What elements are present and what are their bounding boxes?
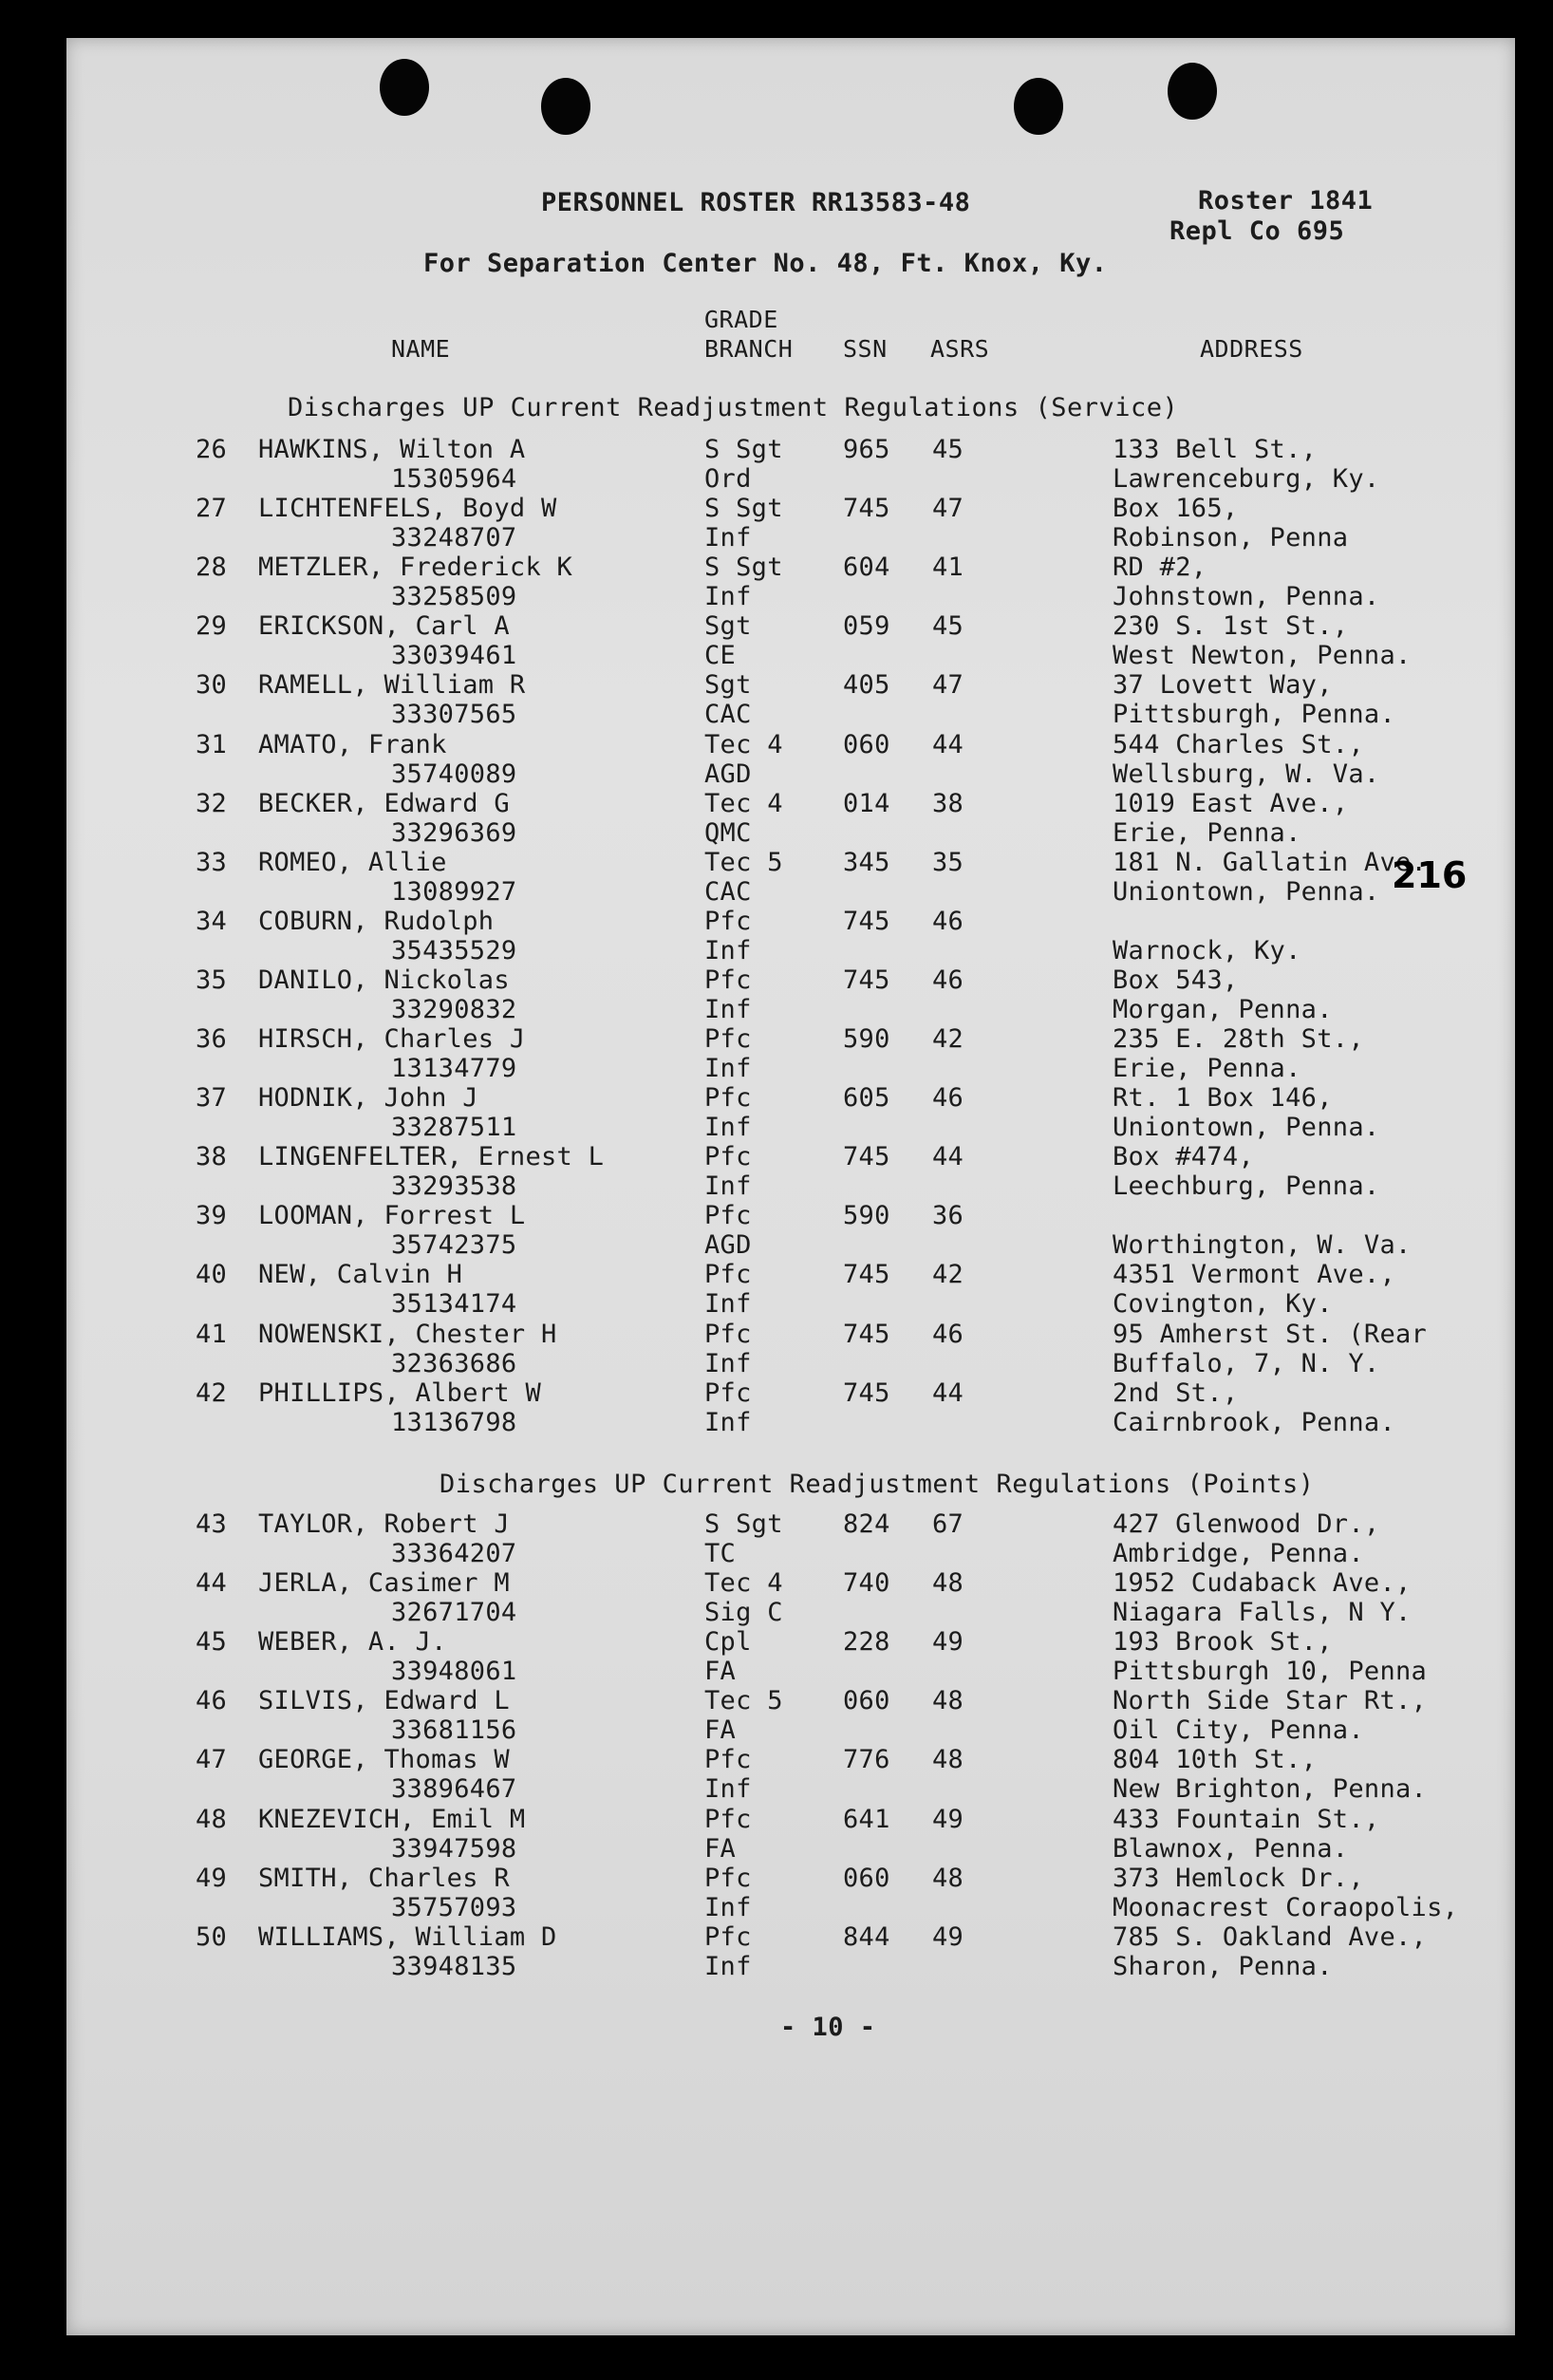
punch-hole-4 [1168, 63, 1217, 120]
row-name: COBURN, Rudolph [258, 906, 495, 936]
row-name: PHILLIPS, Albert W [258, 1377, 541, 1408]
row-address-line1: 133 Bell St., [1113, 435, 1318, 464]
row-address-line1: 373 Hemlock Dr., [1113, 1863, 1364, 1893]
row-address-line2: Uniontown, Penna. [1113, 1113, 1380, 1143]
row-address-line2: Cairnbrook, Penna. [1113, 1407, 1395, 1437]
row-number: 49 [196, 1863, 228, 1893]
table-row [0, 1378, 1553, 1437]
row-address-line1: Box #474, [1113, 1142, 1254, 1172]
row-number: 50 [196, 1921, 228, 1952]
row-number: 33 [196, 847, 228, 877]
row-branch: Inf [704, 1407, 752, 1437]
table-row [0, 553, 1553, 611]
row-grade: Sgt [704, 611, 752, 642]
row-ssn: 405 [843, 670, 890, 701]
row-asrs: 41 [932, 553, 964, 583]
row-asrs: 49 [932, 1921, 964, 1952]
row-serial-number: 33948061 [391, 1657, 517, 1687]
row-number: 31 [196, 729, 228, 759]
row-asrs: 36 [932, 1201, 964, 1231]
row-number: 43 [196, 1509, 228, 1539]
row-ssn: 745 [843, 1377, 890, 1408]
row-grade: S Sgt [704, 494, 783, 524]
table-row [0, 1260, 1553, 1319]
roster-subtitle: For Separation Center No. 48, Ft. Knox, Ky. [423, 249, 1108, 278]
row-asrs: 46 [932, 1319, 964, 1349]
row-name: LICHTENFELS, Boyd W [258, 494, 557, 524]
row-address-line1: 4351 Vermont Ave., [1113, 1260, 1395, 1290]
row-ssn: 844 [843, 1921, 890, 1952]
row-serial-number: 33296369 [391, 817, 517, 848]
row-address-line2: Niagara Falls, N Y. [1113, 1598, 1412, 1628]
row-serial-number: 33681156 [391, 1715, 517, 1746]
row-grade: Tec 5 [704, 847, 783, 877]
row-branch: AGD [704, 1230, 752, 1261]
row-name: HODNIK, John J [258, 1083, 478, 1114]
row-branch: QMC [704, 817, 752, 848]
row-ssn: 776 [843, 1745, 890, 1775]
row-ssn: 745 [843, 965, 890, 995]
row-asrs: 48 [932, 1745, 964, 1775]
row-asrs: 45 [932, 435, 964, 464]
column-header-grade: GRADE [704, 306, 778, 333]
row-serial-number: 33293538 [391, 1171, 517, 1202]
row-asrs: 35 [932, 847, 964, 877]
row-grade: Tec 4 [704, 1568, 783, 1599]
row-address-line2: Ambridge, Penna. [1113, 1539, 1364, 1568]
table-row [0, 907, 1553, 965]
table-row [0, 1083, 1553, 1142]
row-ssn: 745 [843, 906, 890, 936]
row-serial-number: 35740089 [391, 759, 517, 789]
row-address-line1: 804 10th St., [1113, 1745, 1318, 1775]
row-branch: Inf [704, 1113, 752, 1143]
row-branch: TC [704, 1539, 737, 1568]
row-name: AMATO, Frank [258, 729, 447, 759]
row-branch: FA [704, 1657, 737, 1687]
row-serial-number: 33258509 [391, 582, 517, 612]
row-ssn: 745 [843, 1260, 890, 1290]
table-row [0, 1509, 1553, 1568]
row-branch: Inf [704, 582, 752, 612]
row-grade: Tec 5 [704, 1686, 783, 1716]
row-name: METZLER, Frederick K [258, 553, 573, 583]
repl-company: Repl Co 695 [1169, 216, 1345, 246]
table-row [0, 1024, 1553, 1083]
row-branch: Inf [704, 1951, 752, 1981]
row-asrs: 44 [932, 1377, 964, 1408]
row-name: DANILO, Nickolas [258, 965, 510, 995]
row-number: 39 [196, 1201, 228, 1231]
row-number: 32 [196, 788, 228, 818]
row-grade: Pfc [704, 1377, 752, 1408]
row-grade: Pfc [704, 1024, 752, 1054]
row-serial-number: 33364207 [391, 1539, 517, 1568]
row-ssn: 060 [843, 729, 890, 759]
row-name: NEW, Calvin H [258, 1260, 463, 1290]
row-asrs: 44 [932, 1142, 964, 1172]
row-asrs: 48 [932, 1568, 964, 1599]
row-asrs: 42 [932, 1024, 964, 1054]
row-ssn: 965 [843, 435, 890, 464]
row-branch: Inf [704, 1774, 752, 1805]
table-row [0, 965, 1553, 1024]
row-branch: Inf [704, 1348, 752, 1378]
row-address-line1: 181 N. Gallatin Ave. [1113, 847, 1428, 877]
row-serial-number: 35742375 [391, 1230, 517, 1261]
row-grade: Pfc [704, 1260, 752, 1290]
column-header-name: NAME [391, 335, 451, 363]
row-number: 46 [196, 1686, 228, 1716]
row-serial-number: 13136798 [391, 1407, 517, 1437]
punch-hole-3 [1014, 78, 1063, 135]
row-branch: Inf [704, 523, 752, 553]
table-row [0, 1745, 1553, 1804]
row-branch: FA [704, 1833, 737, 1864]
row-asrs: 44 [932, 729, 964, 759]
row-branch: Inf [704, 1289, 752, 1320]
row-address-line2: Erie, Penna. [1113, 1054, 1301, 1083]
row-ssn: 228 [843, 1627, 890, 1658]
row-address-line2: Robinson, Penna [1113, 523, 1349, 553]
row-address-line1: 544 Charles St., [1113, 729, 1364, 759]
table-row [0, 1320, 1553, 1378]
row-name: WEBER, A. J. [258, 1627, 447, 1658]
row-branch: Inf [704, 994, 752, 1024]
row-address-line1: Box 165, [1113, 494, 1239, 524]
row-asrs: 67 [932, 1509, 964, 1539]
row-number: 41 [196, 1319, 228, 1349]
column-header-branch: BRANCH [704, 335, 794, 363]
table-row [0, 1142, 1553, 1201]
row-grade: Pfc [704, 1083, 752, 1114]
row-grade: Pfc [704, 1863, 752, 1893]
row-number: 26 [196, 435, 228, 464]
row-number: 28 [196, 553, 228, 583]
row-asrs: 38 [932, 788, 964, 818]
table-row [0, 1627, 1553, 1686]
row-serial-number: 35435529 [391, 935, 517, 965]
row-address-line1: RD #2, [1113, 553, 1207, 583]
row-serial-number: 15305964 [391, 464, 517, 494]
row-number: 34 [196, 906, 228, 936]
row-address-line1: North Side Star Rt., [1113, 1686, 1428, 1716]
row-grade: Pfc [704, 1319, 752, 1349]
column-header-address: ADDRESS [1200, 335, 1303, 363]
row-address-line1: Rt. 1 Box 146, [1113, 1083, 1333, 1114]
row-name: ERICKSON, Carl A [258, 611, 510, 642]
row-serial-number: 35134174 [391, 1289, 517, 1320]
section-title-points: Discharges UP Current Readjustment Regulations (Points) [440, 1470, 1315, 1499]
row-number: 44 [196, 1568, 228, 1599]
row-address-line2: Covington, Ky. [1113, 1289, 1333, 1320]
row-ssn: 060 [843, 1863, 890, 1893]
row-branch: FA [704, 1715, 737, 1746]
row-address-line1: 1019 East Ave., [1113, 788, 1349, 818]
page-number: - 10 - [780, 2013, 876, 2042]
row-ssn: 604 [843, 553, 890, 583]
row-address-line1: 37 Lovett Way, [1113, 670, 1333, 701]
table-row [0, 494, 1553, 553]
table-row [0, 730, 1553, 789]
row-serial-number: 32671704 [391, 1598, 517, 1628]
row-name: JERLA, Casimer M [258, 1568, 510, 1599]
row-asrs: 46 [932, 1083, 964, 1114]
row-serial-number: 33290832 [391, 994, 517, 1024]
row-address-line2: Pittsburgh, Penna. [1113, 700, 1395, 730]
punch-hole-2 [541, 78, 590, 135]
column-header-ssn: SSN [843, 335, 888, 363]
row-ssn: 745 [843, 1142, 890, 1172]
table-row [0, 611, 1553, 670]
row-address-line1: 230 S. 1st St., [1113, 611, 1349, 642]
row-name: TAYLOR, Robert J [258, 1509, 510, 1539]
row-name: SILVIS, Edward L [258, 1686, 510, 1716]
row-ssn: 059 [843, 611, 890, 642]
row-serial-number: 33307565 [391, 700, 517, 730]
row-number: 47 [196, 1745, 228, 1775]
row-number: 40 [196, 1260, 228, 1290]
row-branch: CE [704, 641, 737, 671]
table-row [0, 1922, 1553, 1981]
table-row [0, 848, 1553, 907]
row-address-line2: West Newton, Penna. [1113, 641, 1412, 671]
row-serial-number: 33287511 [391, 1113, 517, 1143]
row-grade: Tec 4 [704, 729, 783, 759]
row-address-line1: 2nd St., [1113, 1377, 1239, 1408]
row-name: HIRSCH, Charles J [258, 1024, 526, 1054]
row-branch: AGD [704, 759, 752, 789]
row-asrs: 45 [932, 611, 964, 642]
table-row [0, 435, 1553, 494]
row-grade: Cpl [704, 1627, 752, 1658]
row-serial-number: 32363686 [391, 1348, 517, 1378]
row-branch: Ord [704, 464, 752, 494]
row-address-line2: Wellsburg, W. Va. [1113, 759, 1380, 789]
row-number: 35 [196, 965, 228, 995]
row-serial-number: 33948135 [391, 1951, 517, 1981]
row-name: ROMEO, Allie [258, 847, 447, 877]
row-address-line2: Worthington, W. Va. [1113, 1230, 1412, 1261]
row-number: 29 [196, 611, 228, 642]
row-grade: Pfc [704, 906, 752, 936]
row-ssn: 590 [843, 1024, 890, 1054]
row-number: 45 [196, 1627, 228, 1658]
row-grade: Tec 4 [704, 788, 783, 818]
row-name: LOOMAN, Forrest L [258, 1201, 526, 1231]
row-address-line2: Blawnox, Penna. [1113, 1833, 1349, 1864]
row-address-line2: Leechburg, Penna. [1113, 1171, 1380, 1202]
row-name: WILLIAMS, William D [258, 1921, 557, 1952]
row-ssn: 745 [843, 494, 890, 524]
row-address-line2: Warnock, Ky. [1113, 935, 1301, 965]
row-serial-number: 33248707 [391, 523, 517, 553]
column-header-asrs: ASRS [930, 335, 990, 363]
row-address-line2: Lawrenceburg, Ky. [1113, 464, 1380, 494]
row-branch: CAC [704, 876, 752, 907]
row-grade: Pfc [704, 1201, 752, 1231]
row-address-line2: Oil City, Penna. [1113, 1715, 1364, 1746]
table-row [0, 1805, 1553, 1864]
row-asrs: 42 [932, 1260, 964, 1290]
row-grade: Pfc [704, 1921, 752, 1952]
row-ssn: 740 [843, 1568, 890, 1599]
row-asrs: 47 [932, 670, 964, 701]
row-address-line2: Moonacrest Coraopolis, [1113, 1892, 1459, 1922]
row-asrs: 46 [932, 906, 964, 936]
row-branch: Inf [704, 1054, 752, 1083]
row-address-line1: Box 543, [1113, 965, 1239, 995]
row-grade: Sgt [704, 670, 752, 701]
row-grade: Pfc [704, 965, 752, 995]
row-grade: Pfc [704, 1804, 752, 1834]
section-title-service: Discharges UP Current Readjustment Regulations (Service) [288, 393, 1179, 422]
row-ssn: 345 [843, 847, 890, 877]
row-asrs: 48 [932, 1863, 964, 1893]
row-grade: S Sgt [704, 1509, 783, 1539]
row-number: 30 [196, 670, 228, 701]
table-row [0, 1568, 1553, 1627]
row-branch: Sig C [704, 1598, 783, 1628]
row-grade: Pfc [704, 1142, 752, 1172]
row-number: 27 [196, 494, 228, 524]
row-asrs: 47 [932, 494, 964, 524]
row-address-line2: Buffalo, 7, N. Y. [1113, 1348, 1380, 1378]
row-ssn: 590 [843, 1201, 890, 1231]
row-ssn: 745 [843, 1319, 890, 1349]
row-ssn: 605 [843, 1083, 890, 1114]
row-grade: Pfc [704, 1745, 752, 1775]
row-address-line1: 433 Fountain St., [1113, 1804, 1380, 1834]
table-row [0, 789, 1553, 848]
row-name: SMITH, Charles R [258, 1863, 510, 1893]
row-name: RAMELL, William R [258, 670, 526, 701]
row-serial-number: 33039461 [391, 641, 517, 671]
row-name: BECKER, Edward G [258, 788, 510, 818]
row-ssn: 014 [843, 788, 890, 818]
row-number: 37 [196, 1083, 228, 1114]
roster-title: PERSONNEL ROSTER RR13583-48 [541, 188, 971, 217]
row-branch: CAC [704, 700, 752, 730]
stamp-number: 216 [1392, 854, 1468, 896]
row-asrs: 46 [932, 965, 964, 995]
row-grade: S Sgt [704, 553, 783, 583]
row-address-line2: Morgan, Penna. [1113, 994, 1333, 1024]
row-address-line2: Johnstown, Penna. [1113, 582, 1380, 612]
row-branch: Inf [704, 935, 752, 965]
row-address-line2: Uniontown, Penna. [1113, 876, 1380, 907]
row-serial-number: 13089927 [391, 876, 517, 907]
table-row [0, 1686, 1553, 1745]
row-address-line1: 95 Amherst St. (Rear [1113, 1319, 1428, 1349]
row-address-line2: Erie, Penna. [1113, 817, 1301, 848]
row-number: 42 [196, 1377, 228, 1408]
row-ssn: 824 [843, 1509, 890, 1539]
row-asrs: 49 [932, 1804, 964, 1834]
roster-number: Roster 1841 [1198, 186, 1374, 216]
row-serial-number: 35757093 [391, 1892, 517, 1922]
row-grade: S Sgt [704, 435, 783, 464]
table-row [0, 1201, 1553, 1260]
row-name: HAWKINS, Wilton A [258, 435, 526, 464]
row-name: GEORGE, Thomas W [258, 1745, 510, 1775]
row-address-line1: 785 S. Oakland Ave., [1113, 1921, 1428, 1952]
row-number: 38 [196, 1142, 228, 1172]
row-number: 48 [196, 1804, 228, 1834]
table-row [0, 1864, 1553, 1922]
row-asrs: 48 [932, 1686, 964, 1716]
row-address-line2: New Brighton, Penna. [1113, 1774, 1428, 1805]
row-address-line1: 427 Glenwood Dr., [1113, 1509, 1380, 1539]
row-number: 36 [196, 1024, 228, 1054]
table-row [0, 670, 1553, 729]
row-serial-number: 33896467 [391, 1774, 517, 1805]
row-name: NOWENSKI, Chester H [258, 1319, 557, 1349]
row-ssn: 641 [843, 1804, 890, 1834]
row-name: KNEZEVICH, Emil M [258, 1804, 526, 1834]
row-name: LINGENFELTER, Ernest L [258, 1142, 605, 1172]
row-ssn: 060 [843, 1686, 890, 1716]
row-address-line1: 193 Brook St., [1113, 1627, 1333, 1658]
row-asrs: 49 [932, 1627, 964, 1658]
row-branch: Inf [704, 1171, 752, 1202]
row-address-line1: 1952 Cudaback Ave., [1113, 1568, 1412, 1599]
row-serial-number: 33947598 [391, 1833, 517, 1864]
row-branch: Inf [704, 1892, 752, 1922]
row-address-line1: 235 E. 28th St., [1113, 1024, 1364, 1054]
row-serial-number: 13134779 [391, 1054, 517, 1083]
punch-hole-1 [380, 59, 429, 116]
row-address-line2: Pittsburgh 10, Penna [1113, 1657, 1428, 1687]
row-address-line2: Sharon, Penna. [1113, 1951, 1333, 1981]
